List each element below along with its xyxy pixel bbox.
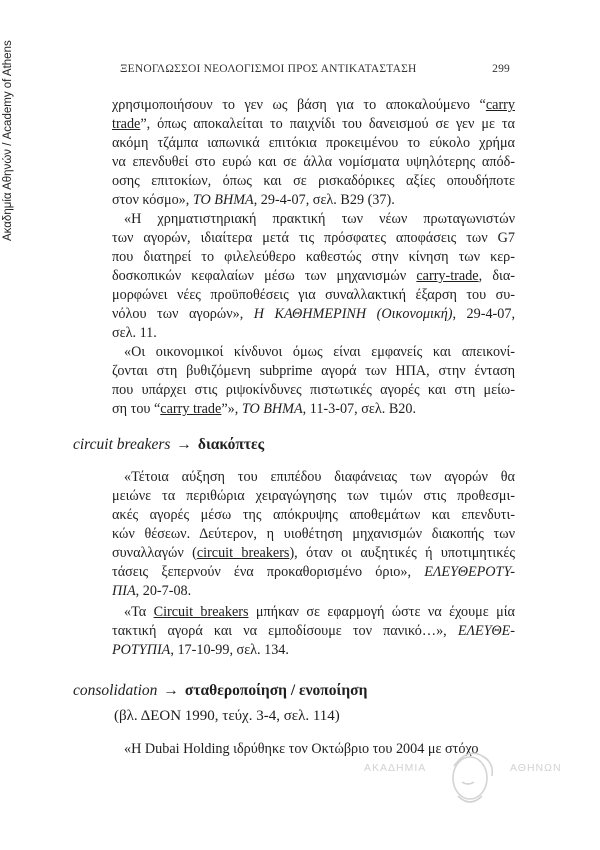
text-line: τάσεις ξεπερνούν ένα προκαθορισμένο όριο», ΕΛΕΥΘΕΡΟΤΥ- <box>112 564 515 580</box>
text-line: των αγορών, ιδιαίτερα μετά τις πρόσφατες αποφάσεις των G7 <box>112 230 515 246</box>
text-line: που διατηρεί το φιλελεύθερο καθεστώς στην κίνηση των κερ- <box>112 249 515 265</box>
text-line: να επενδυθεί στο ευρώ και σε άλλα νομίσματα υψηλότερης απόδ- <box>112 154 515 170</box>
text-line: μορφώνει νέες προϋποθέσεις για συναλλακτική έξαρση του συ- <box>112 287 515 303</box>
text-line: συναλλαγών (circuit breakers), όταν οι αυξητικές ή υποτιμητικές <box>112 545 515 561</box>
athena-head-icon <box>442 742 498 810</box>
watermark-text-left: ΑΚΑΔΗΜΙΑ <box>364 762 427 774</box>
text-line: «Τέτοια αύξηση του επιπέδου διαφάνειας των αγορών θα <box>124 469 515 485</box>
running-header <box>120 63 510 81</box>
text-line: ΡΟΤΥΠΙΑ, 17-10-99, σελ. 134. <box>112 642 289 658</box>
text-line: «Τα Circuit breakers μπήκαν σε εφαρμογή ώστε να έχουμε μία <box>124 604 515 620</box>
text-line: οσης επιτοκίων, όπως και σε ρισκαδόρικες αξίες οπουδήποτε <box>112 173 515 189</box>
text-line: ΠΙΑ, 20-7-08. <box>112 583 192 599</box>
source-citation: Η ΚΑΘΗΜΕΡΙΝΗ (Οικονομική) <box>253 306 453 322</box>
glossary-entry-circuit-breakers <box>73 436 264 454</box>
quote-paragraph-4 <box>112 468 515 601</box>
text-line: σελ. 11. <box>112 325 157 341</box>
text-line: δοσκοπικών κεφαλαίων μέσω των μηχανισμών carry-trade, δια- <box>112 268 515 284</box>
text-line: μειώνε τα περιθώρια χειραγώγησης των τιμών στις προθεσμι- <box>112 488 515 504</box>
side-archive-label: Ακαδημία Αθηνών / Academy of Athens <box>2 40 14 241</box>
quote-paragraph-5 <box>112 603 515 660</box>
running-header-title: ΞΕΝΟΓΛΩΣΣΟΙ ΝΕΟΛΟΓΙΣΜΟΙ ΠΡΟΣ ΑΝΤΙΚΑΤΑΣΤΑΣΗ <box>120 63 417 75</box>
quote-paragraph-3 <box>112 343 515 419</box>
source-citation: ΤΟ ΒΗΜΑ <box>192 192 254 208</box>
watermark-text-right: ΑΘΗΝΩΝ <box>510 762 562 774</box>
quote-paragraph-2 <box>112 210 515 343</box>
text-line: στον κόσμο», ΤΟ ΒΗΜΑ, 29-4-07, σελ. Β29 (37). <box>112 192 395 208</box>
entry-term: circuit breakers <box>73 436 171 453</box>
arrow-right-icon: → <box>176 436 192 453</box>
text-line: ακές αγορές μέσω της απόκρυψης αποθεμάτων και επενδυτι- <box>112 507 515 523</box>
text-line: τακτική αγορά και να εμποδίσουμε τον πανικό…», ΕΛΕΥΘΕ- <box>112 623 515 639</box>
source-citation: ΕΛΕΥΘΕ- <box>457 623 515 639</box>
text-line: «Η Dubai Holding ιδρύθηκε τον Οκτώβριο του 2004 με στόχο <box>124 741 479 757</box>
text-line: «Η χρηματιστηριακή πρακτική των νέων πρωταγωνιστών <box>124 211 515 227</box>
academy-watermark <box>360 742 575 812</box>
text-line: νόλου των αγορών», Η ΚΑΘΗΜΕΡΙΝΗ (Οικονομική), 29-4-07, <box>112 306 516 322</box>
entry-translation: διακόπτες <box>197 436 265 453</box>
entry-term: consolidation <box>73 682 158 699</box>
page-number: 299 <box>492 63 510 75</box>
text-line: χρησιμοποιήσουν το γεν ως βάση για το αποκαλούμενο “carry <box>112 97 515 113</box>
arrow-right-icon: → <box>163 682 179 699</box>
entry-translation: σταθεροποίηση / ενοποίηση <box>184 682 368 699</box>
text-line: που υπάρχει στις ριψοκίνδυνες πιστωτικές αγορές και στη μείω- <box>112 382 515 398</box>
text-line: ση του “carry trade”», ΤΟ ΒΗΜΑ, 11-3-07, σελ. Β20. <box>112 401 417 417</box>
text-line: κών θέσεων. Δεύτερον, η υιοθέτηση μηχανισμών διακοπής των <box>112 526 515 542</box>
text-line: ακόμη τζάμπα ιαπωνικά επιτόκια προκειμένου το εύκολο χρήμα <box>112 135 515 151</box>
text-line: ζονται στη βυθιζόμενη subprime αγορά των ΗΠΑ, στην ένταση <box>112 363 515 379</box>
entry-reference: (βλ. ΔΕΟΝ 1990, τεύχ. 3-4, σελ. 114) <box>114 708 340 724</box>
glossary-entry-consolidation <box>73 682 367 700</box>
source-citation: ΕΛΕΥΘΕΡΟΤΥ- <box>424 564 515 580</box>
quote-paragraph-1 <box>112 96 515 210</box>
text-line: «Οι οικονομικοί κίνδυνοι όμως είναι εμφανείς και απεικονί- <box>124 344 515 360</box>
source-citation: ΤΟ ΒΗΜΑ <box>241 401 303 417</box>
text-line: trade”, όπως αποκαλείται το παιχνίδι του δανεισμού σε γεν με τα <box>112 116 515 132</box>
